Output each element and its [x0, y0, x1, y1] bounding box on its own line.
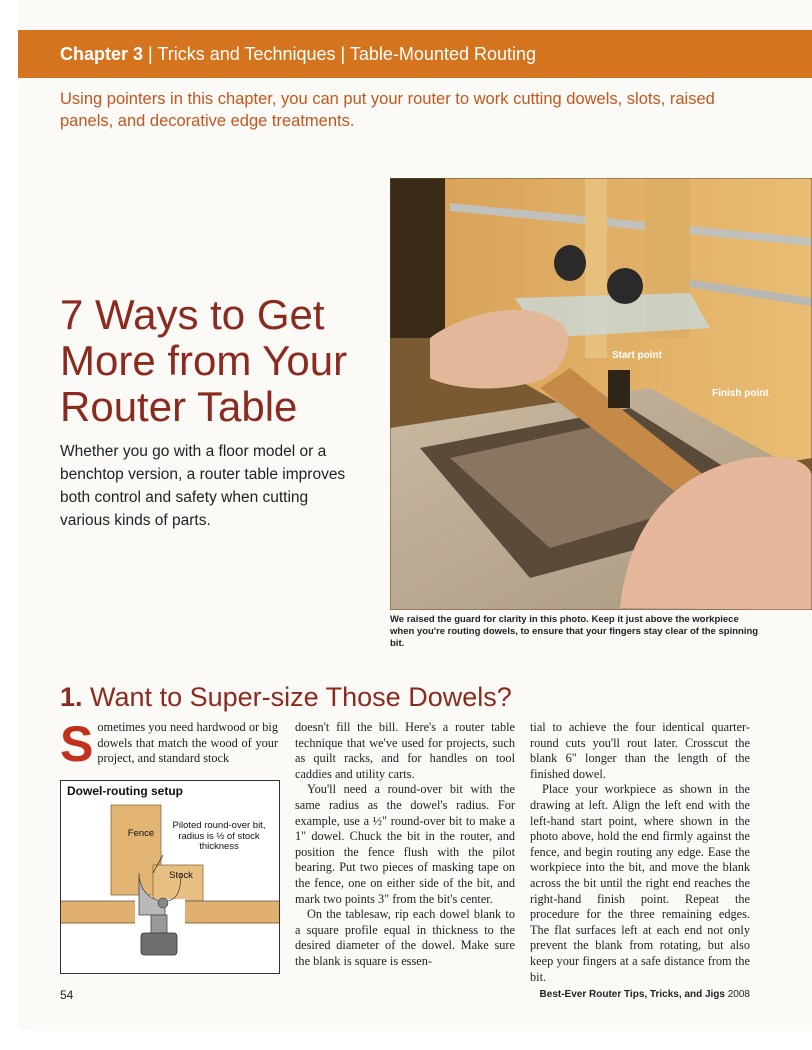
subsection-label: Table-Mounted Routing — [349, 44, 537, 64]
diagram-title: Dowel-routing setup — [67, 784, 183, 798]
article-subtitle: Whether you go with a floor model or a benchtop version, a router table improves both control and safety when cutting various kinds of parts. — [60, 443, 346, 529]
body-paragraph: ometimes you need hardwood or big dowels that match the wood of your project, and standard stock — [97, 720, 278, 766]
fence-label: Fence — [127, 828, 155, 839]
router-table-photo — [390, 178, 812, 610]
body-paragraph: On the tablesaw, rip each dowel blank to a square profile equal in thickness to the desired diameter of the dowel. Make sure the blank is square is essen- — [295, 907, 515, 968]
start-point-label: Start point — [612, 350, 662, 361]
body-paragraph: Place your workpiece as shown in the drawing at left. Align the left end with the left-hand start point, where shown in the photo above, hold the end firmly against the fence, and begin routing any edge. Ease the workpiece into the bit, and move the blank across the bit until the right end reaches the right-hand finish point. Repeat the procedure for the three remaining edges. The flat surfaces left at each end not only prevent the blank from rotating, but also keep your fingers at a safe distance from the bit. — [530, 782, 750, 984]
section-title: Want to Super-size Those Dowels? — [90, 682, 512, 712]
chapter-header-bar — [18, 30, 812, 78]
body-column-2 — [295, 720, 515, 970]
header-separator: | — [148, 44, 153, 64]
header-separator: | — [340, 44, 346, 64]
body-paragraph: You'll need a round-over bit with the same radius as the dowel's radius. For example, use a ½" round-over bit to make a 1" dowel. Chuck the bit in the router, and position the fence flush with the pilot bearing. Put two pieces of masking tape on the fence, one on either side of the bit, and mark two points 3" from the bit's center. — [295, 782, 515, 906]
body-column-1 — [60, 716, 278, 772]
bit-label: Piloted round-over bit, radius is ½ of stock thickness — [172, 820, 266, 852]
book-title: Best-Ever Router Tips, Tricks, and Jigs — [539, 989, 725, 1000]
publication-year: 2008 — [727, 989, 750, 1000]
stock-label: Stock — [169, 870, 193, 881]
article-title: 7 Ways to Get More from Your Router Table — [60, 291, 348, 430]
running-footer — [540, 989, 750, 1000]
dowel-routing-diagram — [60, 780, 280, 974]
chapter-intro: Using pointers in this chapter, you can put your router to work cutting dowels, slots, raised panels, and decorative edge treatments. — [60, 90, 715, 130]
photo-caption: We raised the guard for clarity in this photo. Keep it just above the workpiece when you're routing dowels, to ensure that your fingers stay clear of the spinning bit. — [390, 614, 759, 649]
page-number: 54 — [60, 988, 74, 1002]
section-number: 1. — [60, 682, 83, 712]
drop-cap: S — [60, 716, 94, 772]
section-heading — [60, 682, 512, 713]
body-column-3 — [530, 720, 750, 985]
section-label: Tricks and Techniques — [157, 44, 336, 64]
chapter-label: Chapter 3 — [60, 44, 144, 64]
body-paragraph: tial to achieve the four identical quarter-round cuts you'll rout later. Crosscut the blank 6" longer than the length of the finished dowel. — [530, 720, 750, 781]
body-paragraph: doesn't fill the bill. Here's a router table technique that we've used for projects, such as quilt racks, and for handles on tool caddies and utility carts. — [295, 720, 515, 781]
finish-point-label: Finish point — [712, 388, 769, 399]
